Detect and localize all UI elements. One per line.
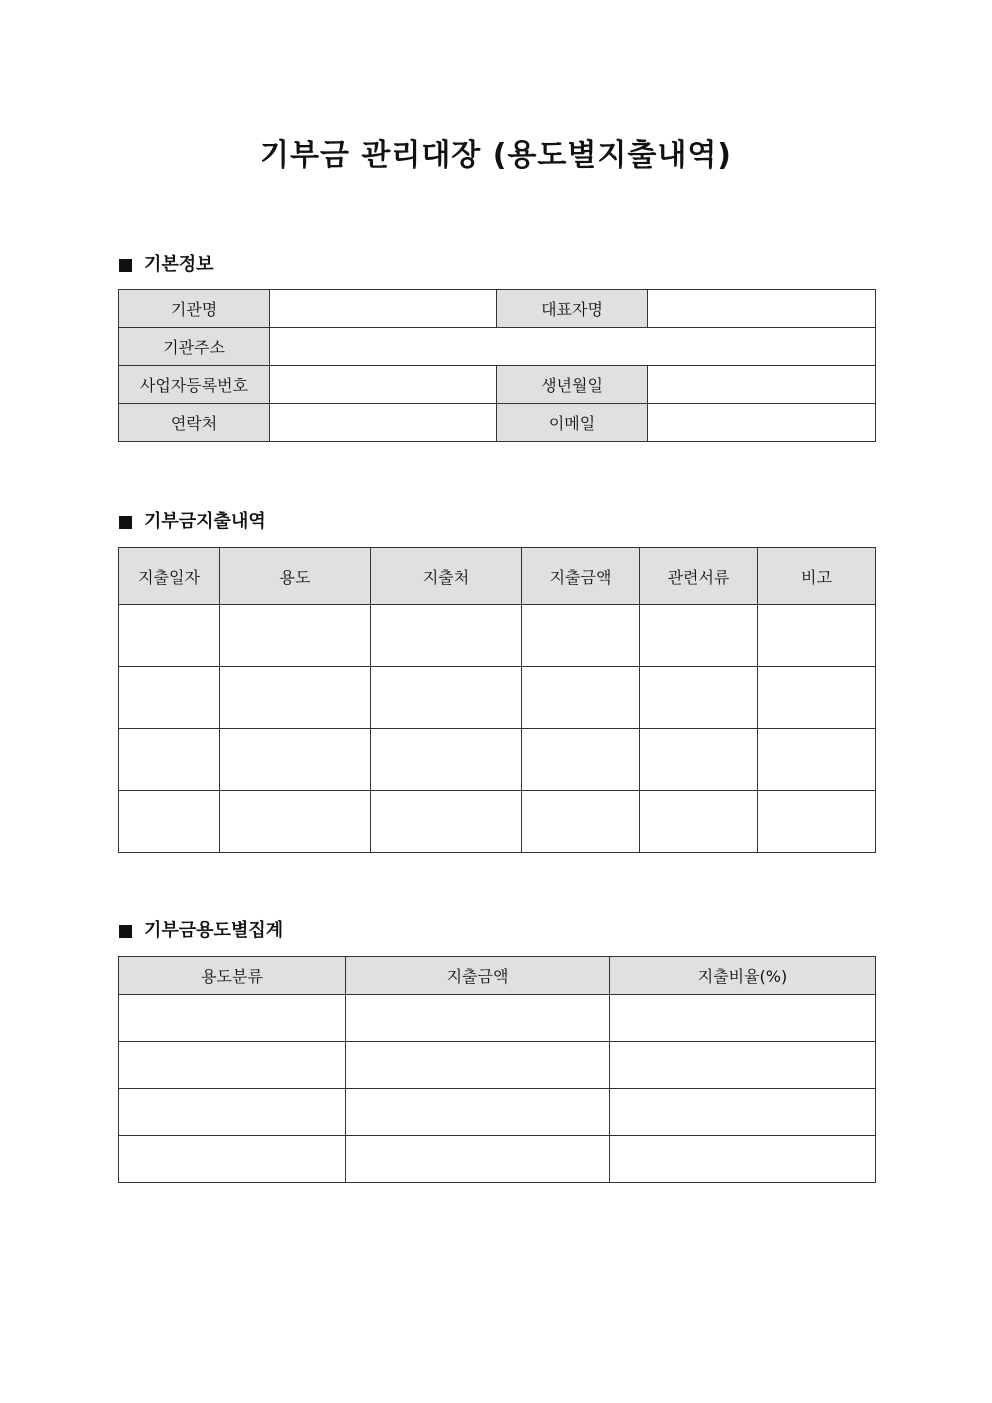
payee-cell[interactable] [371, 791, 522, 853]
table-row [119, 404, 876, 442]
email-label: 이메일 [497, 404, 648, 442]
org-address-label: 기관주소 [119, 328, 270, 366]
expense-amount-cell[interactable] [522, 729, 640, 791]
page-title: 기부금 관리대장 (용도별지출내역) [259, 138, 733, 173]
column-header-expense-ratio: 지출비율(%) [610, 957, 876, 995]
payee-cell[interactable] [371, 605, 522, 667]
square-bullet-icon [119, 925, 132, 938]
table-row [119, 1136, 876, 1183]
usage-category-cell[interactable] [119, 1089, 346, 1136]
related-documents-cell[interactable] [640, 791, 758, 853]
expense-details-table [118, 547, 876, 853]
column-header-usage-category: 용도분류 [119, 957, 346, 995]
payee-cell[interactable] [371, 729, 522, 791]
org-address-field[interactable] [270, 328, 876, 366]
expense-amount-cell[interactable] [346, 995, 610, 1042]
square-bullet-icon [119, 259, 132, 272]
purpose-cell[interactable] [220, 791, 371, 853]
expense-ratio-cell[interactable] [610, 995, 876, 1042]
remarks-cell[interactable] [758, 667, 876, 729]
table-header-row [119, 548, 876, 605]
related-documents-cell[interactable] [640, 729, 758, 791]
column-header-remarks: 비고 [758, 548, 876, 605]
contact-label: 연락처 [119, 404, 270, 442]
section-heading-expense-details [119, 510, 266, 534]
related-documents-cell[interactable] [640, 667, 758, 729]
column-header-purpose: 용도 [220, 548, 371, 605]
table-row [119, 1089, 876, 1136]
business-reg-no-field[interactable] [270, 366, 497, 404]
birth-date-label: 생년월일 [497, 366, 648, 404]
payee-cell[interactable] [371, 667, 522, 729]
birth-date-field[interactable] [648, 366, 876, 404]
section-heading-label: 기부금지출내역 [144, 511, 266, 532]
representative-field[interactable] [648, 290, 876, 328]
usage-category-cell[interactable] [119, 995, 346, 1042]
column-header-related-documents: 관련서류 [640, 548, 758, 605]
remarks-cell[interactable] [758, 605, 876, 667]
table-row [119, 366, 876, 404]
section-heading-basic-info [119, 253, 214, 277]
usage-category-cell[interactable] [119, 1042, 346, 1089]
expense-amount-cell[interactable] [346, 1042, 610, 1089]
table-row [119, 605, 876, 667]
section-heading-usage-summary [119, 919, 283, 943]
basic-info-table [118, 289, 876, 442]
purpose-cell[interactable] [220, 605, 371, 667]
table-header-row [119, 957, 876, 995]
org-name-field[interactable] [270, 290, 497, 328]
representative-label: 대표자명 [497, 290, 648, 328]
remarks-cell[interactable] [758, 791, 876, 853]
expense-ratio-cell[interactable] [610, 1042, 876, 1089]
section-heading-label: 기본정보 [144, 254, 214, 275]
purpose-cell[interactable] [220, 729, 371, 791]
column-header-expense-amount: 지출금액 [346, 957, 610, 995]
purpose-cell[interactable] [220, 667, 371, 729]
email-field[interactable] [648, 404, 876, 442]
table-row [119, 1042, 876, 1089]
expense-amount-cell[interactable] [522, 667, 640, 729]
column-header-expense-date: 지출일자 [119, 548, 220, 605]
usage-category-cell[interactable] [119, 1136, 346, 1183]
table-row [119, 328, 876, 366]
expense-amount-cell[interactable] [346, 1136, 610, 1183]
expense-date-cell[interactable] [119, 667, 220, 729]
expense-date-cell[interactable] [119, 791, 220, 853]
expense-ratio-cell[interactable] [610, 1136, 876, 1183]
remarks-cell[interactable] [758, 729, 876, 791]
expense-amount-cell[interactable] [346, 1089, 610, 1136]
business-reg-no-label: 사업자등록번호 [119, 366, 270, 404]
usage-summary-table [118, 956, 876, 1183]
expense-amount-cell[interactable] [522, 605, 640, 667]
table-row [119, 667, 876, 729]
expense-date-cell[interactable] [119, 729, 220, 791]
contact-field[interactable] [270, 404, 497, 442]
column-header-payee: 지출처 [371, 548, 522, 605]
column-header-expense-amount: 지출금액 [522, 548, 640, 605]
org-name-label: 기관명 [119, 290, 270, 328]
related-documents-cell[interactable] [640, 605, 758, 667]
table-row [119, 290, 876, 328]
expense-ratio-cell[interactable] [610, 1089, 876, 1136]
expense-date-cell[interactable] [119, 605, 220, 667]
square-bullet-icon [119, 516, 132, 529]
table-row [119, 791, 876, 853]
table-row [119, 995, 876, 1042]
section-heading-label: 기부금용도별집계 [144, 920, 284, 941]
expense-amount-cell[interactable] [522, 791, 640, 853]
table-row [119, 729, 876, 791]
